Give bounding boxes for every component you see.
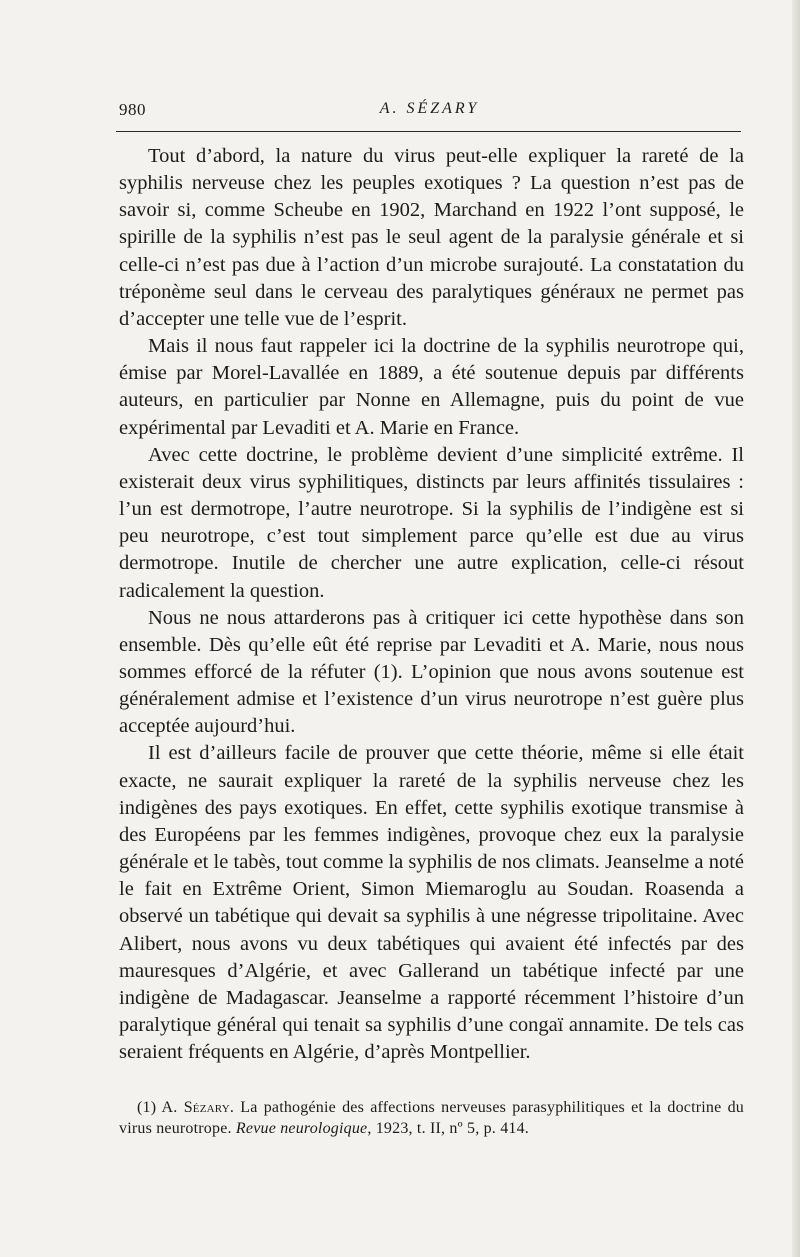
paragraph: Nous ne nous attarderons pas à critiquer ici cette hypothèse dans son ensemble. Dès qu’elle eût été reprise par Levaditi et A. Marie, nous nous sommes efforcé de la réfuter (1). L’opinion que nous avons soutenue est généralement admise et l’existence d’un virus neurotrope n’est guère plus acceptée aujourd’hui. bbox=[119, 606, 744, 738]
paragraph: Mais il nous faut rappeler ici la doctrine de la syphilis neurotrope qui, émise par Morel-Lavallée en 1889, a été soutenue depuis par différents auteurs, en particulier par Nonne en Allemagne, puis du point de vue expérimental par Levaditi et A. Marie en France. bbox=[119, 335, 744, 439]
page-header bbox=[119, 100, 740, 124]
paragraph: Avec cette doctrine, le problème devient d’une simplicité extrême. Il existerait deux virus syphilitiques, distincts par leurs affinités tissulaires : l’un est dermotrope, l’autre neurotrope. Si la syphilis de l’indigène est si peu neurotrope, c’est tout simplement parce qu’elle est due au virus dermotrope. Inutile de chercher une autre explication, celle-ci résout radicalement la question. bbox=[119, 443, 744, 602]
footnote bbox=[119, 1097, 744, 1139]
paragraph: Tout d’abord, la nature du virus peut-elle expliquer la rareté de la syphilis nerveuse chez les peuples exotiques ? La question n’est pas de savoir si, comme Scheube en 1902, Marchand en 1922 l’ont supposé, le spirille de la syphilis n’est pas le seul agent de la paralysie générale et si celle-ci n’est pas due à l’action d’un microbe surajouté. La constatation du tréponème seul dans le cerveau des paralytiques généraux ne permet pas d’accepter une telle vue de l’esprit. bbox=[119, 145, 744, 330]
running-head: A. SÉZARY bbox=[379, 100, 480, 117]
paragraph: Il est d’ailleurs facile de prouver que cette théorie, même si elle était exacte, ne saurait expliquer la rareté de la syphilis nerveuse chez les indigènes des pays exotiques. En effet, cette syphilis exotique transmise à des Européens par les femmes indigènes, provoque chez eux la paralysie générale et le tabès, tout comme la syphilis de nos climats. Jeanselme a noté le fait en Extrême Orient, Simon Miemaroglu au Soudan. Roasenda a observé un tabétique qui devait sa syphilis à une négresse tripolitaine. Avec Alibert, nous avons vu deux tabétiques qui avaient été infectés par des mauresques d’Algérie, et avec Gallerand un tabétique infecté par une indigène de Madagascar. Jeanselme a rapporté récemment l’histoire d’un paralytique général qui tenait sa syphilis d’une congaï annamite. De tels cas seraient fréquents en Algérie, d’après Montpellier. bbox=[119, 742, 744, 1064]
footnote-marker: (1) A. bbox=[137, 1099, 178, 1116]
footnote-title: . La pathogénie des affections nerveuses parasyphilitiques et la doctrine du virus neurotrope. bbox=[119, 1099, 744, 1137]
page-edge bbox=[792, 0, 800, 1257]
body-text bbox=[119, 143, 744, 1066]
footnote-citation: , 1923, t. II, nº 5, p. 414. bbox=[367, 1120, 529, 1137]
page-number: 980 bbox=[119, 100, 146, 119]
footnote-author: Sézary bbox=[183, 1099, 230, 1116]
header-rule bbox=[116, 131, 741, 132]
footnote-journal: Revue neurologique bbox=[235, 1120, 368, 1137]
